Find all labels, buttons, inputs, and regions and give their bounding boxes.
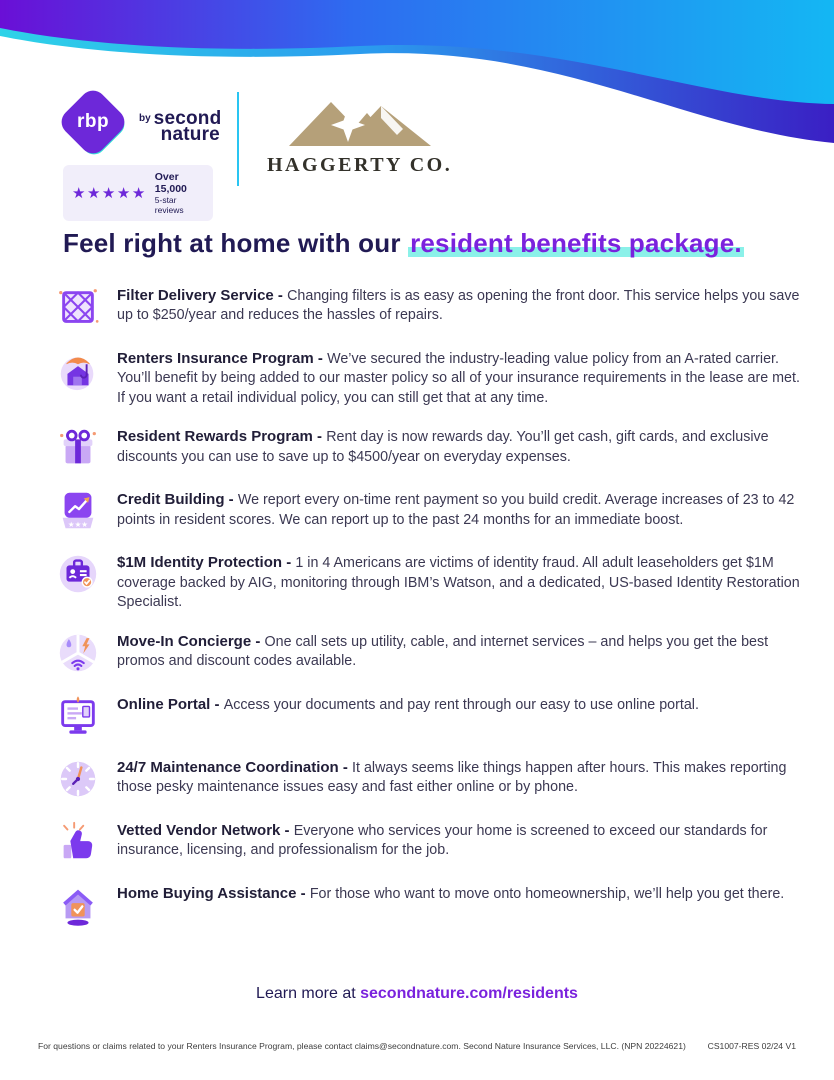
headline-prefix: Feel right at home with our [63, 228, 409, 258]
benefit-description: Rent day is now rewards day. You’ll get cash, gift cards, and exclusive discounts you can use to save up to $4500/year on everyday expenses. [117, 429, 769, 465]
star-icon: ★ [116, 184, 132, 202]
benefits-list [55, 284, 807, 928]
rating-caption: 5-star reviews [154, 195, 184, 215]
brand-word-nature: nature [160, 124, 220, 145]
benefit-title: 24/7 Maintenance Coordination - [117, 758, 353, 776]
rating-count: Over 15,000 [154, 171, 187, 195]
clock-icon [55, 756, 101, 802]
online-portal-icon [55, 693, 101, 739]
utilities-icon [55, 630, 101, 676]
benefit-row [55, 693, 807, 739]
benefit-title: Credit Building - [117, 491, 238, 509]
benefit-title: Filter Delivery Service - [117, 287, 288, 304]
benefit-row [55, 284, 807, 330]
benefit-description: One call sets up utility, cable, and internet services – and helps you get the best promos and discount codes available. [117, 633, 769, 670]
thumbs-up-icon [55, 819, 101, 865]
benefit-description: It always seems like things happen after hours. This makes reporting those pesky maintenance issues easy and fast either online or by phone. [117, 759, 787, 796]
footer [38, 1041, 796, 1051]
headline-highlight: resident benefits package. [410, 228, 742, 258]
star-icons [72, 186, 147, 201]
rbp-brand-block [63, 92, 222, 221]
benefit-title: Online Portal - [117, 695, 224, 713]
benefit-row [55, 488, 807, 534]
rbp-logo [63, 92, 125, 154]
benefit-description: Changing filters is as easy as opening the front door. This service helps you save up to $250/year and reduces the hassles of repairs. [117, 288, 800, 324]
benefit-row [55, 882, 807, 928]
logo-row [63, 92, 452, 221]
by-label: by [139, 113, 151, 124]
star-icon: ★ [101, 184, 117, 202]
benefit-row [55, 551, 807, 612]
star-icon: ★ [86, 184, 102, 202]
benefit-description: 1 in 4 Americans are victims of identity fraud. All adult leaseholders get $1M coverage backed by AIG, monitoring through IBM’s Watson, and a dedicated, US-based Identity Restoration Specialist. [117, 555, 800, 611]
logo-divider [237, 92, 239, 186]
rating-badge [63, 165, 213, 221]
rbp-logo-front-diamond [56, 85, 130, 159]
learn-more-line [0, 985, 834, 1003]
benefit-title: $1M Identity Protection - [117, 554, 296, 572]
benefit-title: Resident Rewards Program - [117, 428, 327, 446]
benefit-row [55, 756, 807, 802]
star-icon: ★ [131, 184, 147, 202]
residents-link[interactable]: secondnature.com/residents [360, 985, 578, 1002]
footer-legal-text: For questions or claims related to your Renters Insurance Program, please contact claims@secondnature.com. Second Nature Insurance Services, LLC. (NPN 20224621) [38, 1041, 686, 1051]
benefit-description: Everyone who services your home is screened to exceed our standards for insurance, licensing, and professionalism for the job. [117, 822, 768, 859]
benefit-description: We’ve secured the industry-leading value policy from an A-rated carrier. You’ll benefit by being added to our master policy so all of your insurance requirements in the lease are met. If you want a retail individual policy, you can still get that at any time. [117, 351, 800, 406]
learn-more-prefix: Learn more at [256, 985, 361, 1002]
benefit-row [55, 819, 807, 865]
umbrella-house-icon [55, 347, 101, 393]
brand-word-second: second [153, 108, 222, 129]
id-protection-icon [55, 551, 101, 597]
benefit-description: For those who want to move onto homeownership, we’ll help you get there. [309, 885, 785, 902]
benefit-title: Home Buying Assistance - [117, 884, 310, 902]
benefit-row [55, 347, 807, 408]
benefit-description: Access your documents and pay rent through our easy to use online portal. [223, 696, 699, 713]
benefit-description: We report every on-time rent payment so you build credit. Average increases of 23 to 42 points in resident scores. We can report up to the past 24 months for an immediate boost. [117, 492, 795, 528]
haggerty-logo [267, 92, 452, 177]
mountain-icon [285, 94, 435, 150]
credit-chart-icon [55, 488, 101, 534]
second-nature-wordmark [139, 103, 221, 143]
benefit-title: Move-In Concierge - [117, 632, 265, 650]
star-icon: ★ [72, 184, 87, 202]
benefit-row [55, 425, 807, 471]
footer-doc-code: CS1007-RES 02/24 V1 [707, 1041, 796, 1051]
benefit-row [55, 630, 807, 676]
benefit-title: Renters Insurance Program - [117, 350, 328, 367]
home-check-icon [55, 882, 101, 928]
filter-icon [55, 284, 101, 330]
page-title [63, 228, 803, 259]
benefit-title: Vetted Vendor Network - [117, 821, 294, 839]
rbp-logo-text: rbp [76, 110, 110, 132]
gift-icon [55, 425, 101, 471]
partner-name: HAGGERTY CO. [267, 154, 453, 176]
